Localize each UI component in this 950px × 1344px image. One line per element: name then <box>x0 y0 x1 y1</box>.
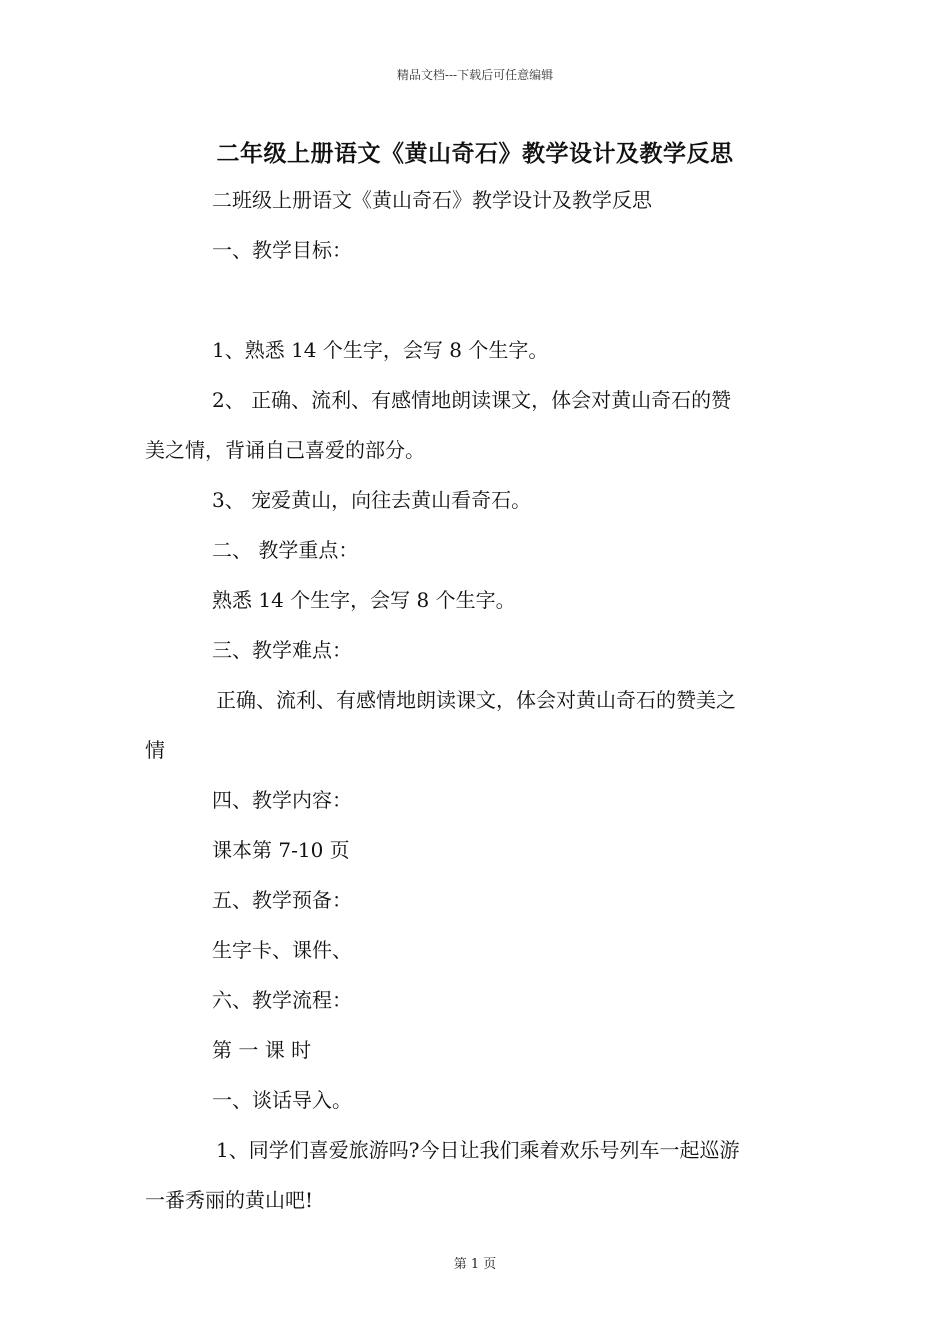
section-heading-key-points: 二、 教学重点： <box>212 538 359 562</box>
section-heading-preparation: 五、教学预备： <box>212 888 352 912</box>
section-heading-content: 四、教学内容： <box>212 788 352 812</box>
goal-item-3: 3、 宠爱黄山，向往去黄山看奇石。 <box>212 488 532 512</box>
goal-item-1: 1、熟悉 14 个生字，会写 8 个生字。 <box>212 338 549 362</box>
intro-item-1-continued: 一番秀丽的黄山吧! <box>145 1188 314 1212</box>
lesson-period-label: 第 一 课 时 <box>212 1038 312 1062</box>
content-text: 课本第 7-10 页 <box>212 838 350 862</box>
difficulty-text: 正确、流利、有感情地朗读课文，体会对黄山奇石的赞美之 <box>216 688 736 712</box>
goal-item-2-continued: 美之情，背诵自己喜爱的部分。 <box>145 438 425 462</box>
page-number: 第 1 页 <box>453 1257 497 1272</box>
section-heading-difficulties: 三、教学难点： <box>212 638 352 662</box>
document-title: 二年级上册语文《黄山奇石》教学设计及教学反思 <box>216 140 734 167</box>
step-heading-intro: 一、谈话导入。 <box>212 1088 352 1112</box>
preparation-text: 生字卡、课件、 <box>212 938 352 962</box>
section-heading-goals: 一、教学目标： <box>212 238 352 262</box>
key-point-text: 熟悉 14 个生字，会写 8 个生字。 <box>212 588 516 612</box>
page-header: 精品文档---下载后可任意编辑 <box>396 68 554 82</box>
intro-item-1: 1、同学们喜爱旅游吗?今日让我们乘着欢乐号列车一起巡游 <box>216 1138 740 1162</box>
section-heading-process: 六、教学流程： <box>212 988 352 1012</box>
difficulty-text-continued: 情 <box>145 738 165 762</box>
subtitle-line: 二班级上册语文《黄山奇石》教学设计及教学反思 <box>212 188 652 212</box>
goal-item-2: 2、 正确、流利、有感情地朗读课文，体会对黄山奇石的赞 <box>212 388 732 412</box>
